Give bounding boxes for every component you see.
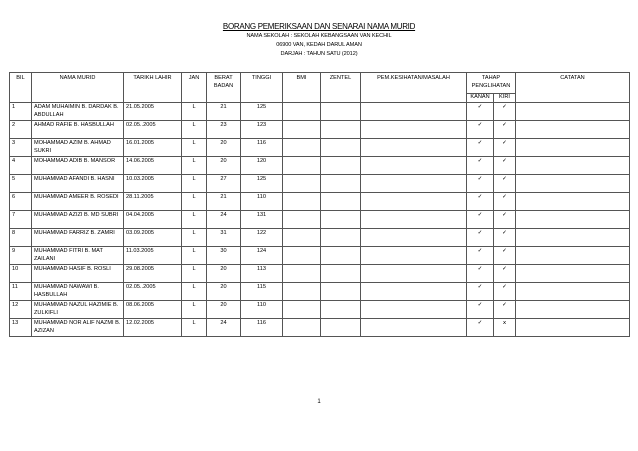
cell-kanan: ✓ [467, 265, 494, 283]
cell-kanan: ✓ [467, 211, 494, 229]
cell-nama: MUHAMMAD FARRIZ B. ZAMRI [32, 229, 124, 247]
cell-jan: L [182, 319, 207, 337]
cell-tarikh: 16.01.2005 [124, 139, 182, 157]
cell-jan: L [182, 103, 207, 121]
cell-catatan [516, 283, 630, 301]
col-bil: BIL [10, 73, 32, 103]
cell-jan: L [182, 193, 207, 211]
cell-tinggi: 110 [241, 301, 283, 319]
school-address: 06900 VAN, KEDAH DARUL AMAN [276, 42, 362, 48]
cell-kanan: ✓ [467, 157, 494, 175]
cell-catatan [516, 157, 630, 175]
cell-pem [361, 139, 467, 157]
table-row [10, 103, 630, 121]
cell-catatan [516, 103, 630, 121]
cell-bmi [283, 139, 321, 157]
cell-kanan: ✓ [467, 193, 494, 211]
cell-zentel [321, 175, 361, 193]
cell-tarikh: 04.04.2005 [124, 211, 182, 229]
cell-berat: 31 [207, 229, 241, 247]
cell-kanan: ✓ [467, 229, 494, 247]
cell-kiri: ✓ [494, 193, 516, 211]
cell-kiri: ✓ [494, 139, 516, 157]
cell-bil: 10 [10, 265, 32, 283]
col-nama: NAMA MURID [32, 73, 124, 103]
cell-nama: MUHAMMAD AMEER B. ROSEDI [32, 193, 124, 211]
cell-kiri: ✓ [494, 175, 516, 193]
cell-kiri: ✓ [494, 247, 516, 265]
cell-zentel [321, 211, 361, 229]
cell-berat: 20 [207, 157, 241, 175]
col-bmi: BMI [283, 73, 321, 103]
cell-zentel [321, 157, 361, 175]
cell-catatan [516, 319, 630, 337]
cell-tinggi: 110 [241, 193, 283, 211]
cell-nama: MUHAMMAD HASIF B. ROSLI [32, 265, 124, 283]
cell-jan: L [182, 121, 207, 139]
cell-catatan [516, 301, 630, 319]
cell-pem [361, 229, 467, 247]
cell-tarikh: 14.06.2005 [124, 157, 182, 175]
cell-bil: 6 [10, 193, 32, 211]
cell-pem [361, 121, 467, 139]
cell-berat: 23 [207, 121, 241, 139]
cell-catatan [516, 121, 630, 139]
table-row [10, 319, 630, 337]
cell-jan: L [182, 247, 207, 265]
table-body [10, 103, 630, 337]
table-row [10, 175, 630, 193]
cell-tinggi: 123 [241, 121, 283, 139]
cell-jan: L [182, 229, 207, 247]
cell-berat: 21 [207, 103, 241, 121]
page-number: 1 [317, 399, 321, 405]
cell-tarikh: 21.05.2005 [124, 103, 182, 121]
cell-pem [361, 193, 467, 211]
cell-bil: 9 [10, 247, 32, 265]
cell-tarikh: 03.09.2005 [124, 229, 182, 247]
cell-jan: L [182, 157, 207, 175]
cell-kanan: ✓ [467, 139, 494, 157]
cell-bmi [283, 103, 321, 121]
table-row [10, 193, 630, 211]
col-tarikh: TARIKH LAHIR [124, 73, 182, 103]
cell-bmi [283, 211, 321, 229]
table-row [10, 229, 630, 247]
cell-bil: 4 [10, 157, 32, 175]
cell-pem [361, 301, 467, 319]
cell-pem [361, 247, 467, 265]
cell-bmi [283, 283, 321, 301]
cell-berat: 20 [207, 139, 241, 157]
cell-zentel [321, 319, 361, 337]
cell-bil: 1 [10, 103, 32, 121]
cell-kiri: ✓ [494, 211, 516, 229]
table-row [10, 265, 630, 283]
cell-nama: MUHAMMAD NAZUL HAZIMIE B. ZULKIFLI [32, 301, 124, 319]
cell-jan: L [182, 265, 207, 283]
cell-pem [361, 211, 467, 229]
cell-nama: AHMAD RAFIE B. HASBULLAH [32, 121, 124, 139]
cell-nama: MUHAMMAD AZIZI B. MD SUBRI [32, 211, 124, 229]
cell-berat: 20 [207, 283, 241, 301]
cell-zentel [321, 193, 361, 211]
cell-nama: MUHAMMAD NAWAWI B. HASBULLAH [32, 283, 124, 301]
cell-bmi [283, 229, 321, 247]
form-title: BORANG PEMERIKSAAN DAN SENARAI NAMA MURID [222, 22, 416, 31]
document-header [0, 22, 638, 59]
cell-pem [361, 103, 467, 121]
cell-jan: L [182, 301, 207, 319]
cell-zentel [321, 247, 361, 265]
cell-nama: MUHAMMAD NOR ALIF NAZMI B. AZIZAN [32, 319, 124, 337]
cell-nama: MUHAMMAD FITRI B. MAT ZAILANI [32, 247, 124, 265]
cell-kiri: ✓ [494, 121, 516, 139]
cell-kanan: ✓ [467, 103, 494, 121]
cell-kanan: ✓ [467, 301, 494, 319]
student-table [9, 72, 630, 337]
col-zentel: ZENTEL [321, 73, 361, 103]
cell-tinggi: 113 [241, 265, 283, 283]
cell-zentel [321, 121, 361, 139]
cell-bil: 3 [10, 139, 32, 157]
cell-kiri: ✓ [494, 229, 516, 247]
table-row [10, 211, 630, 229]
cell-berat: 20 [207, 265, 241, 283]
col-kiri: KIRI [494, 94, 516, 103]
cell-tinggi: 125 [241, 103, 283, 121]
class-label: DARJAH : TAHUN SATU (2012) [280, 51, 358, 57]
cell-catatan [516, 175, 630, 193]
col-pem: PEM.KESIHATAN/MASALAH [361, 73, 467, 103]
cell-tinggi: 120 [241, 157, 283, 175]
cell-zentel [321, 301, 361, 319]
cell-berat: 20 [207, 301, 241, 319]
cell-pem [361, 319, 467, 337]
table-row [10, 157, 630, 175]
col-tahap: TAHAP PENGLIHATAN [467, 73, 516, 94]
table-row [10, 121, 630, 139]
cell-tarikh: 02.05..2005 [124, 121, 182, 139]
col-kanan: KANAN [467, 94, 494, 103]
table-row [10, 301, 630, 319]
cell-nama: MOHAMMAD AZIM B. AHMAD SUKRI [32, 139, 124, 157]
cell-tarikh: 02.05..2005 [124, 283, 182, 301]
cell-catatan [516, 229, 630, 247]
cell-jan: L [182, 283, 207, 301]
cell-zentel [321, 283, 361, 301]
cell-berat: 27 [207, 175, 241, 193]
cell-nama: MUHAMMAD AFANDI B. HASNI [32, 175, 124, 193]
cell-nama: ADAM MUHAIMIN B. DARDAK B. ABDULLAH [32, 103, 124, 121]
cell-berat: 24 [207, 319, 241, 337]
cell-zentel [321, 139, 361, 157]
cell-kiri: x [494, 319, 516, 337]
cell-berat: 24 [207, 211, 241, 229]
cell-kanan: ✓ [467, 121, 494, 139]
cell-tarikh: 08.06.2005 [124, 301, 182, 319]
cell-jan: L [182, 139, 207, 157]
cell-catatan [516, 193, 630, 211]
cell-bmi [283, 247, 321, 265]
cell-kiri: ✓ [494, 103, 516, 121]
cell-tarikh: 28.11.2005 [124, 193, 182, 211]
cell-tarikh: 12.02.2005 [124, 319, 182, 337]
cell-tarikh: 11.03.2005 [124, 247, 182, 265]
cell-tinggi: 124 [241, 247, 283, 265]
table-row [10, 283, 630, 301]
cell-kiri: ✓ [494, 157, 516, 175]
cell-bmi [283, 121, 321, 139]
cell-bil: 12 [10, 301, 32, 319]
cell-bil: 2 [10, 121, 32, 139]
cell-pem [361, 157, 467, 175]
cell-berat: 30 [207, 247, 241, 265]
cell-bil: 5 [10, 175, 32, 193]
cell-kiri: ✓ [494, 283, 516, 301]
cell-jan: L [182, 211, 207, 229]
cell-tinggi: 125 [241, 175, 283, 193]
table-row [10, 139, 630, 157]
cell-bil: 7 [10, 211, 32, 229]
cell-bmi [283, 265, 321, 283]
cell-nama: MOHAMMAD ADIB B. MANSOR [32, 157, 124, 175]
cell-pem [361, 265, 467, 283]
col-jan: JAN [182, 73, 207, 103]
cell-tarikh: 10.03.2005 [124, 175, 182, 193]
cell-kanan: ✓ [467, 175, 494, 193]
cell-kanan: ✓ [467, 319, 494, 337]
cell-tarikh: 29.08.2005 [124, 265, 182, 283]
cell-tinggi: 122 [241, 229, 283, 247]
cell-bil: 11 [10, 283, 32, 301]
cell-catatan [516, 265, 630, 283]
cell-bmi [283, 157, 321, 175]
table-row [10, 247, 630, 265]
cell-pem [361, 283, 467, 301]
cell-bil: 13 [10, 319, 32, 337]
cell-kanan: ✓ [467, 283, 494, 301]
cell-pem [361, 175, 467, 193]
school-name: NAMA SEKOLAH : SEKOLAH KEBANGSAAN VAN KECHIL [246, 33, 392, 39]
cell-catatan [516, 211, 630, 229]
cell-kiri: ✓ [494, 301, 516, 319]
cell-bmi [283, 319, 321, 337]
cell-jan: L [182, 175, 207, 193]
cell-tinggi: 115 [241, 283, 283, 301]
cell-catatan [516, 247, 630, 265]
cell-zentel [321, 229, 361, 247]
cell-tinggi: 116 [241, 139, 283, 157]
cell-zentel [321, 103, 361, 121]
cell-kiri: ✓ [494, 265, 516, 283]
cell-tinggi: 131 [241, 211, 283, 229]
cell-tinggi: 116 [241, 319, 283, 337]
cell-bmi [283, 301, 321, 319]
col-catatan: CATATAN [516, 73, 630, 103]
cell-zentel [321, 265, 361, 283]
col-tinggi: TINGGI [241, 73, 283, 103]
cell-berat: 21 [207, 193, 241, 211]
cell-bmi [283, 193, 321, 211]
cell-catatan [516, 139, 630, 157]
cell-bmi [283, 175, 321, 193]
cell-bil: 8 [10, 229, 32, 247]
col-berat: BERAT BADAN [207, 73, 241, 103]
cell-kanan: ✓ [467, 247, 494, 265]
